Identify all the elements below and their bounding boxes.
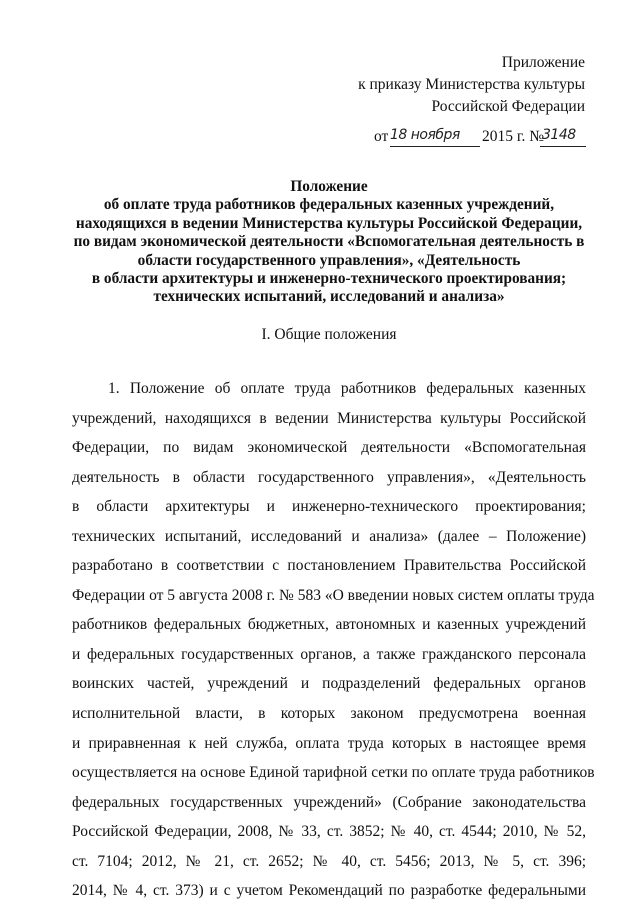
order-year: 2015 г. № xyxy=(482,128,545,145)
order-prefix: от xyxy=(374,128,389,145)
section-heading: I. Общие положения xyxy=(261,326,397,343)
title-line: Положение xyxy=(290,178,368,195)
paragraph-line: работников федеральных бюджетных, автономных и казенных учреждений xyxy=(72,616,586,634)
title-line: об оплате труда работников федеральных казенных учреждений, xyxy=(103,196,555,214)
paragraph-line: технических испытаний, исследований и анализа» (далее – Положение) xyxy=(72,527,586,545)
paragraph-line: ст. 7104; 2012, № 21, ст. 2652; № 40, ст. 5456; 2013, № 5, ст. 396; xyxy=(72,852,586,870)
appendix-block xyxy=(355,52,585,118)
number-underline xyxy=(540,146,586,147)
paragraph-line: в области архитектуры и инженерно-технического проектирования; xyxy=(72,498,586,516)
paragraph-line: и приравненная к ней служба, оплата труда которых в настоящее время xyxy=(72,734,586,752)
order-number-handwritten: 3148 xyxy=(542,127,576,143)
paragraph-line: 2014, № 4, ст. 373) и с учетом Рекомендаций по разработке федеральными xyxy=(72,882,586,900)
paragraph-line: деятельность в области государственного управления», «Деятельность xyxy=(72,468,586,486)
document-title xyxy=(70,178,588,307)
title-line: по видам экономической деятельности «Вспомогательная деятельность в xyxy=(73,233,585,251)
title-line: в области архитектуры и инженерно-технического проектирования; xyxy=(91,270,567,288)
paragraph-line: разработано в соответствии с постановлением Правительства Российской xyxy=(72,557,586,575)
paragraph-line: учреждений, находящихся в ведении Министерства культуры Российской xyxy=(72,409,586,427)
paragraph-1 xyxy=(72,379,595,911)
title-line: технических испытаний, исследований и анализа» xyxy=(153,288,505,306)
paragraph-line: 1. Положение об оплате труда работников федеральных казенных xyxy=(108,380,586,397)
paragraph-line: Федерации, по видам экономической деятельности «Вспомогательная xyxy=(72,439,586,457)
order-date-handwritten: 18 ноября xyxy=(390,127,460,143)
date-underline xyxy=(390,146,480,147)
paragraph-line: и федеральных государственных органов, а также гражданского персонала xyxy=(72,645,586,663)
paragraph-line: Федерации от 5 августа 2008 г. № 583 «О введении новых систем оплаты труда xyxy=(72,586,595,604)
appendix-line: Приложение xyxy=(501,54,585,71)
paragraph-line: воинских частей, учреждений и подразделений федеральных органов xyxy=(72,675,586,693)
order-reference xyxy=(374,126,589,152)
title-line: области государственного управления», «Деятельность xyxy=(137,251,521,269)
appendix-line: Российской Федерации xyxy=(431,98,585,115)
paragraph-line: федеральных государственных учреждений» (Собрание законодательства xyxy=(72,793,586,811)
appendix-line: к приказу Министерства культуры xyxy=(358,76,585,93)
paragraph-line: осуществляется на основе Единой тарифной сетки по оплате труда работников xyxy=(72,764,595,782)
paragraph-line: исполнительной власти, в которых законом предусмотрена военная xyxy=(72,705,586,723)
paragraph-line: Российской Федерации, 2008, № 33, ст. 3852; № 40, ст. 4544; 2010, № 52, xyxy=(72,823,586,841)
title-line: находящихся в ведении Министерства культуры Российской Федерации, xyxy=(75,214,583,232)
